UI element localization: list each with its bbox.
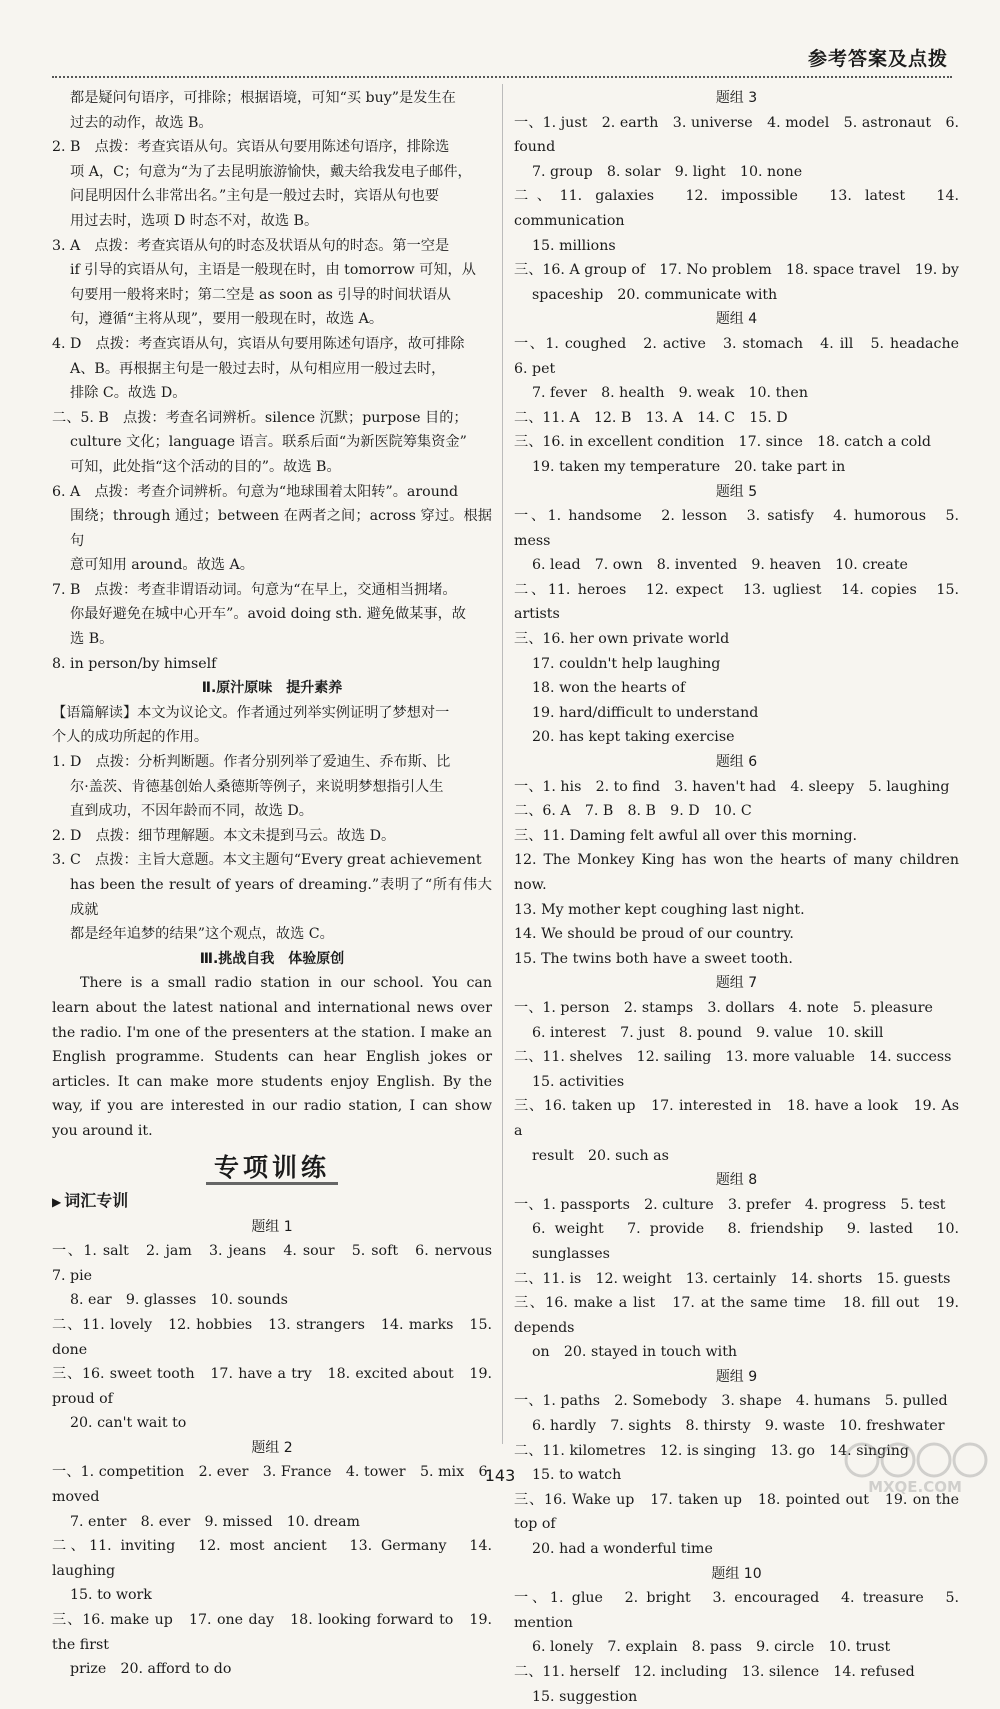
answer-line: 6. lead 7. own 8. invented 9. heaven 10. create <box>532 557 908 574</box>
answer-line: 6. lonely 7. explain 8. pass 9. circle 10. trust <box>532 1639 891 1656</box>
answer-line: 8. in person/by himself <box>52 655 217 672</box>
answer-line: 三、16. sweet tooth 17. have a try 18. excited about 19. proud of <box>52 1366 492 1407</box>
triangle-icon: ▶ <box>52 1194 62 1209</box>
answer-line: 4. D 点拨：考查宾语从句，宾语从句要用陈述句语序，故可排除 <box>52 335 465 352</box>
group-title: 题组 6 <box>715 754 758 771</box>
answer-line: 句要用一般将来时；第二空是 as soon as 引导的时间状语从 <box>70 286 451 303</box>
answer-line: 1. D 点拨：分析判断题。作者分别列举了爱迪生、乔布斯、比 <box>52 754 451 771</box>
answer-line: 6. hardly 7. sights 8. thirsty 9. waste 10. freshwater <box>532 1418 945 1435</box>
answer-line: 15. to watch <box>532 1467 622 1484</box>
answer-line: 一、1. glue 2. bright 3. encouraged 4. treasure 5. mention <box>514 1590 959 1631</box>
watermark-logo <box>840 1438 990 1498</box>
answer-line: 7. enter 8. ever 9. missed 10. dream <box>70 1513 360 1530</box>
answer-line: 三、16. in excellent condition 17. since 18. catch a cold <box>514 434 931 451</box>
answer-line: 15. The twins both have a sweet tooth. <box>514 950 793 967</box>
answer-line: 二、11. lovely 12. hobbies 13. strangers 14. marks 15. done <box>52 1316 492 1358</box>
answer-line: prize 20. afford to do <box>70 1661 232 1678</box>
group-title: 题组 7 <box>715 975 758 992</box>
answer-line: 二、11. galaxies 12. impossible 13. latest 14. communication <box>514 188 959 229</box>
answer-line: spaceship 20. communicate with <box>532 286 778 303</box>
section-heading: Ⅱ.原汁原味 提升素养 <box>201 680 343 697</box>
answer-line: 20. has kept taking exercise <box>532 729 735 746</box>
answer-line: 可知，此处指“这个活动的目的”。故选 B。 <box>70 458 341 475</box>
answer-line: 个人的成功所起的作用。 <box>52 729 209 746</box>
answer-line: 二、11. heroes 12. expect 13. ugliest 14. copies 15. artists <box>514 581 959 623</box>
answer-line: 都是疑问句语序，可排除；根据语境，可知“买 buy”是发生在 <box>70 90 456 106</box>
answer-line: 二、6. A 7. B 8. B 9. D 10. C <box>514 803 752 820</box>
column-divider <box>502 84 503 1444</box>
group-title: 题组 5 <box>715 483 758 500</box>
answer-line: 6. interest 7. just 8. pound 9. value 10. skill <box>532 1024 884 1041</box>
group-title: 题组 4 <box>715 311 758 328</box>
answer-line: 三、16. taken up 17. interested in 18. have a look 19. As a <box>514 1098 959 1139</box>
answer-line: 二、5. B 点拨：考查名词辨析。silence 沉默；purpose 目的； <box>52 409 468 426</box>
header-divider <box>52 76 952 78</box>
answer-line: 2. B 点拨：考查宾语从句。宾语从句要用陈述句语序，排除选 <box>52 139 450 156</box>
answer-line: 二、11. herself 12. including 13. silence 14. refused <box>514 1664 915 1680</box>
answer-line: 意可知用 around。故选 A。 <box>70 557 254 574</box>
answer-line: 二、11. kilometres 12. is singing 13. go 14. singing <box>514 1442 909 1459</box>
answer-line: 直到成功，不因年龄而不同，故选 D。 <box>70 803 313 820</box>
answer-line: 7. group 8. solar 9. light 10. none <box>532 163 803 180</box>
answer-line: result 20. such as <box>532 1147 669 1164</box>
answer-line: 二、11. inviting 12. most ancient 13. Germany 14. laughing <box>52 1538 492 1579</box>
answer-line: 15. activities <box>532 1073 625 1090</box>
answer-line: 15. suggestion <box>532 1688 638 1705</box>
answer-line: 12. The Monkey King has won the hearts of many children now. <box>514 852 959 893</box>
answer-line: 尔·盖茨、肯德基创始人桑德斯等例子，来说明梦想指引人生 <box>70 778 444 795</box>
answer-line: 一、1. salt 2. jam 3. jeans 4. sour 5. soft 6. nervous 7. pie <box>52 1243 507 1284</box>
answer-line: 三、16. her own private world <box>514 631 730 648</box>
writing-sample: There is a small radio station in our school. You can learn about the latest national and international news over the radio. I'm one of the presenters at the station. I make an English programme. Students can hear English jokes or articles. It can make more students enjoy English. By the way, if you are interested in our radio station, I can show you around it. <box>52 975 492 1139</box>
answer-line: 三、16. make a list 17. at the same time 18. fill out 19. depends <box>514 1295 959 1336</box>
answer-line: 13. My mother kept coughing last night. <box>514 901 805 918</box>
answer-line: 句，遵循“主将从现”，要用一般现在时，故选 A。 <box>70 311 384 328</box>
answer-line: 20. had a wonderful time <box>532 1541 713 1558</box>
answer-line: 18. won the hearts of <box>532 680 686 697</box>
header-title: 参考答案及点拨 <box>807 48 948 70</box>
answer-line: 19. taken my temperature 20. take part in <box>532 458 846 475</box>
answer-line: 三、16. A group of 17. No problem 18. space travel 19. by <box>514 262 959 279</box>
answer-line: 19. hard/difficult to understand <box>532 704 759 721</box>
group-title: 题组 2 <box>251 1439 293 1456</box>
answer-line: 6. weight 7. provide 8. friendship 9. lasted 10. sunglasses <box>532 1221 959 1262</box>
svg-text:MXQE.COM: MXQE.COM <box>868 1478 962 1496</box>
answer-line: 8. ear 9. glasses 10. sounds <box>70 1292 288 1309</box>
answer-line: 都是经年追梦的结果”这个观点，故选 C。 <box>70 926 334 943</box>
answer-line: 一、1. passports 2. culture 3. prefer 4. progress 5. test <box>514 1196 946 1213</box>
answer-line: 二、11. is 12. weight 13. certainly 14. shorts 15. guests <box>514 1270 951 1287</box>
answer-line: on 20. stayed in touch with <box>532 1344 738 1361</box>
answer-line: 15. to work <box>70 1587 152 1604</box>
answer-line: 一、1. handsome 2. lesson 3. satisfy 4. humorous 5. mess <box>514 508 959 549</box>
group-title: 题组 3 <box>715 90 758 106</box>
answer-line: 一、1. his 2. to find 3. haven't had 4. sleepy 5. laughing <box>514 778 950 795</box>
answer-line: 一、1. just 2. earth 3. universe 4. model 5. astronaut 6. found <box>514 114 959 156</box>
group-title: 题组 9 <box>715 1368 758 1385</box>
page-header <box>0 0 1000 95</box>
answer-line: 项 A，C；句意为“为了去昆明旅游愉快，戴夫给我发电子邮件， <box>70 163 472 180</box>
answer-line: 2. D 点拨：细节理解题。本文未提到马云。故选 D。 <box>52 827 396 844</box>
answer-line: 7. fever 8. health 9. weak 10. then <box>532 385 808 402</box>
answer-line: 二、11. A 12. B 13. A 14. C 15. D <box>514 409 788 426</box>
answer-line: 一、1. coughed 2. active 3. stomach 4. ill 5. headache 6. pet <box>514 335 974 377</box>
answer-line: 15. millions <box>532 237 616 254</box>
answer-line: has been the result of years of dreaming.”表明了“所有伟大成就 <box>70 877 492 918</box>
answer-line: 围绕；through 通过；between 在两者之间；across 穿过。根据句 <box>70 508 492 549</box>
answer-line: A、B。再根据主句是一般过去时，从句相应用一般过去时， <box>70 360 446 377</box>
answer-line: 问昆明因什么非常出名。”主句是一般过去时，宾语从句也要 <box>70 188 440 205</box>
answer-line: 三、16. make up 17. one day 18. looking forward to 19. the first <box>52 1612 492 1653</box>
vocab-training-heading: ▶ 词汇专训 <box>52 1190 129 1210</box>
answer-line: 3. C 点拨：主旨大意题。本文主题句“Every great achievement <box>52 852 482 869</box>
answer-line: 17. couldn't help laughing <box>532 655 721 672</box>
answer-line: 一、1. competition 2. ever 3. France 4. tower 5. mix 6. moved <box>52 1464 492 1506</box>
answer-line: 14. We should be proud of our country. <box>514 926 794 943</box>
group-title: 题组 10 <box>711 1565 762 1582</box>
answer-line: 二、11. shelves 12. sailing 13. more valuable 14. success <box>514 1049 952 1066</box>
answer-line: 3. A 点拨：考查宾语从句的时态及状语从句的时态。第一空是 <box>52 237 450 254</box>
answer-line: 20. can't wait to <box>70 1415 187 1432</box>
answer-line: culture 文化；language 语言。联系后面“为新医院筹集资金” <box>70 434 467 451</box>
answer-line: 一、1. paths 2. Somebody 3. shape 4. humans 5. pulled <box>514 1393 948 1410</box>
answer-line: 7. B 点拨：考查非谓语动词。句意为“在早上，交通相当拥堵。 <box>52 581 457 598</box>
answer-line: 三、11. Daming felt awful all over this morning. <box>514 827 858 844</box>
page-number: 143 <box>484 1466 516 1485</box>
group-title: 题组 1 <box>251 1218 293 1235</box>
answer-line: if 引导的宾语从句，主语是一般现在时，由 tomorrow 可知，从 <box>70 262 476 279</box>
group-title: 题组 8 <box>715 1172 758 1189</box>
answer-line: 6. A 点拨：考查介词辨析。句意为“地球围着太阳转”。around <box>52 483 459 500</box>
answer-line: 选 B。 <box>70 631 114 648</box>
answer-line: 排除 C。故选 D。 <box>70 385 187 402</box>
answer-line: 三、16. Wake up 17. taken up 18. pointed out 19. on the top of <box>514 1491 959 1533</box>
special-training-title: 专项训练 <box>52 1152 492 1184</box>
answer-line: 你最好避免在城中心开车”。avoid doing sth. 避免做某事，故 <box>70 606 466 623</box>
answer-line: 过去的动作，故选 B。 <box>70 114 213 131</box>
section-heading: Ⅲ.挑战自我 体验原创 <box>199 950 345 967</box>
answer-line: 【语篇解读】本文为议论文。作者通过列举实例证明了梦想对一 <box>52 704 450 721</box>
answer-line: 用过去时，选项 D 时态不对，故选 B。 <box>70 212 319 229</box>
answer-line: 一、1. person 2. stamps 3. dollars 4. note 5. pleasure <box>514 999 933 1016</box>
